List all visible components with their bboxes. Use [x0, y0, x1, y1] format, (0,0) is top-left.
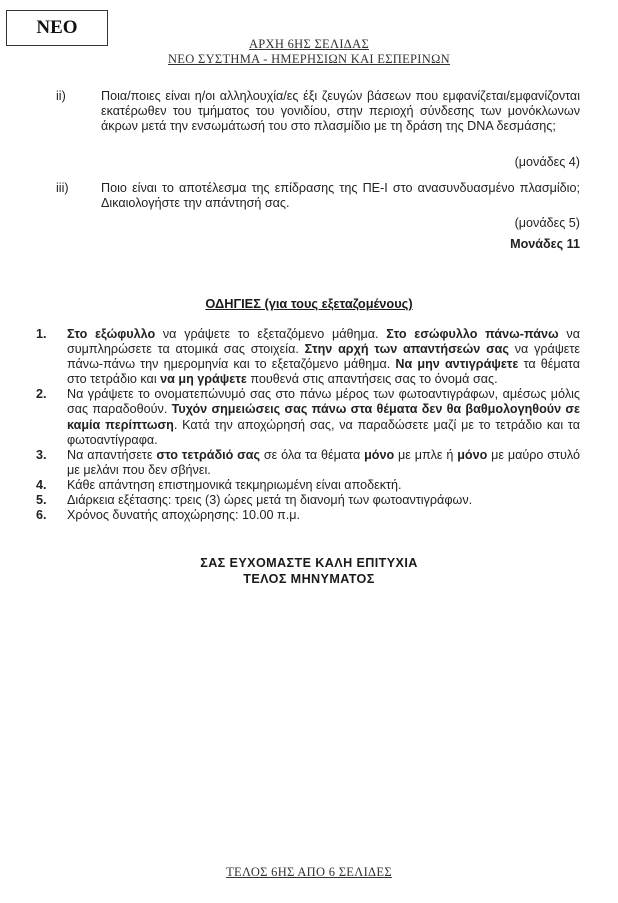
instruction-number: 2.	[36, 387, 47, 402]
instruction-emphasis: μόνο	[457, 447, 488, 462]
instruction-segment: να γράψετε το εξεταζόμενο μάθημα.	[155, 327, 387, 341]
instruction-item	[36, 508, 580, 523]
instruction-emphasis: στο τετράδιό σας	[156, 447, 261, 462]
instruction-segment: σε όλα τα θέματα	[260, 447, 365, 462]
page-start-label: ΑΡΧΗ 6ΗΣ ΣΕΛΙΔΑΣ	[248, 37, 370, 51]
good-luck-text: ΣΑΣ ΕΥΧΟΜΑΣΤΕ ΚΑΛΗ ΕΠΙΤΥΧΙΑ	[200, 556, 418, 570]
instruction-segment: Χρόνος δυνατής αποχώρησης: 10.00 π.μ.	[67, 508, 300, 523]
instructions-title: ΟΔΗΓΙΕΣ (για τους εξεταζομένους)	[205, 296, 413, 311]
instruction-item	[36, 448, 580, 478]
question-points: (μονάδες 4)	[514, 155, 580, 169]
instruction-segment: Διάρκεια εξέτασης: τρεις (3) ώρες μετά τη διανομή των φωτοαντιγράφων.	[67, 493, 473, 508]
instruction-number: 3.	[36, 447, 47, 462]
instruction-segment: Να απαντήσετε	[67, 447, 157, 462]
instruction-number: 1.	[36, 327, 47, 341]
instruction-emphasis: Στο εξώφυλλο	[67, 327, 156, 341]
instruction-item	[36, 493, 580, 508]
instruction-segment: να συμπληρώσετε τα ατομικά σας στοιχεία.	[67, 327, 580, 357]
instruction-item	[36, 478, 580, 493]
question-label: iii)	[56, 181, 69, 195]
end-of-message-text: ΤΕΛΟΣ ΜΗΝΥΜΑΤΟΣ	[243, 571, 375, 586]
question-text: Ποια/ποιες είναι η/οι αλληλουχία/ες έξι ζευγών βάσεων που εμφανίζεται/εμφανίζονται εκατέρωθεν του τμήματος του γονιδίου, στην περιοχή σύνδεσης των μονόκλωνων άκρων μετά την ενσωμάτωσή του στο πλασμίδιο με τη δράση της DNA δεσμάσης;	[101, 89, 580, 134]
instruction-text	[67, 508, 580, 523]
instruction-number: 6.	[36, 508, 47, 523]
instruction-item	[36, 327, 580, 387]
instruction-segment: τα θέματα στο τετράδιο και	[67, 357, 581, 387]
question-text: Ποιο είναι το αποτέλεσμα της επίδρασης της ΠΕ-Ι στο ανασυνδυασμένο πλασμίδιο; Δικαιολογήστε την απάντησή σας.	[101, 181, 580, 211]
question-points: (μονάδες 5)	[514, 216, 580, 230]
system-label: ΝΕΟ ΣΥΣΤΗΜΑ - ΗΜΕΡΗΣΙΩΝ ΚΑΙ ΕΣΠΕΡΙΝΩΝ	[167, 52, 451, 66]
instruction-emphasis: Να μην αντιγράψετε	[395, 357, 519, 372]
question-label: ii)	[56, 89, 66, 103]
total-points: Μονάδες 11	[510, 237, 580, 251]
instruction-segment: πουθενά στις απαντήσεις σας το όνομά σας.	[246, 372, 498, 387]
instruction-number: 5.	[36, 493, 47, 508]
instructions-list	[36, 327, 580, 523]
question-iii	[56, 181, 580, 211]
instruction-emphasis: μόνο	[364, 447, 395, 462]
closing-message	[0, 556, 618, 587]
page-footer: ΤΕΛΟΣ 6ΗΣ ΑΠΟ 6 ΣΕΛΙΔΕΣ	[226, 865, 392, 879]
instruction-segment: με μπλε ή	[394, 447, 458, 462]
instruction-text	[67, 448, 580, 478]
instruction-segment: Να γράψετε το ονοματεπώνυμό σας στο πάνω μέρος των φωτοαντιγράφων, αμέσως μόλις σας παραδοθούν.	[67, 387, 580, 417]
new-system-badge: ΝΕΟ	[6, 10, 108, 46]
instruction-text	[67, 493, 580, 508]
instruction-emphasis: να μη γράψετε	[160, 372, 247, 387]
instruction-text	[67, 327, 580, 387]
instruction-item	[36, 387, 580, 447]
instruction-segment: να γράψετε πάνω-πάνω την ημερομηνία και το εξεταζόμενο μάθημα.	[67, 342, 581, 372]
question-ii	[56, 89, 580, 135]
instruction-emphasis: Στην αρχή των απαντήσεών σας	[304, 342, 509, 357]
instruction-emphasis: Τυχόν σημειώσεις σας πάνω στα θέματα δεν θα βαθμολογηθούν σε καμία περίπτωση	[67, 402, 580, 432]
instruction-segment: Κάθε απάντηση επιστημονικά τεκμηριωμένη είναι αποδεκτή.	[67, 477, 402, 492]
instruction-text	[67, 478, 580, 493]
instruction-text	[67, 387, 580, 447]
instruction-emphasis: Στο εσώφυλλο πάνω-πάνω	[386, 327, 559, 341]
instruction-segment: . Κατά την αποχώρησή σας, να παραδώσετε μαζί με το τετράδιο και τα φωτοαντίγραφα.	[67, 417, 580, 447]
page-header	[0, 37, 618, 67]
instruction-segment: με μαύρο στυλό με μελάνι που δεν σβήνει.	[67, 447, 581, 477]
instruction-number: 4.	[36, 477, 47, 492]
